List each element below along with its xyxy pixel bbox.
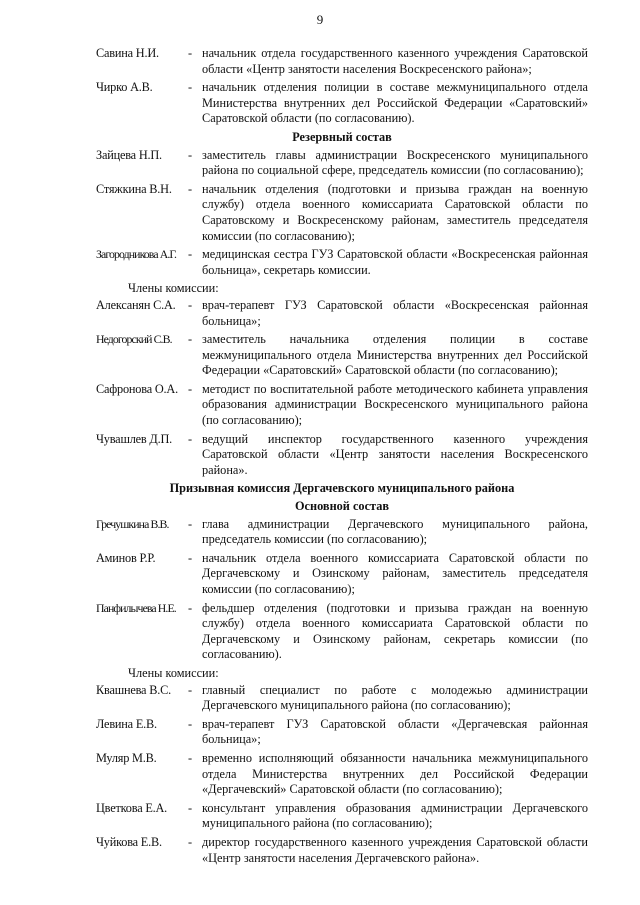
commission-member-entry [96,751,588,798]
dash-separator: - [188,800,193,815]
dash-separator: - [188,600,193,615]
member-role: главный специалист по работе с молодежью администрации Дергачевского муниципального района (по согласованию); [202,682,588,713]
member-name: Левина Е.В. [96,716,157,731]
section-heading: Резервный состав [292,129,392,144]
commission-member-entry [96,382,588,429]
dash-separator: - [188,750,193,765]
member-name: Стяжкина В.Н. [96,181,172,196]
commission-member-entry [96,247,588,278]
commission-member-entry [96,46,588,77]
dash-separator: - [188,247,193,262]
dash-separator: - [188,431,193,446]
member-name: Панфилычева Н.Е. [96,600,176,615]
dash-separator: - [188,46,193,60]
member-name: Чувашлев Д.П. [96,431,173,446]
member-name: Гречушкина В.В. [96,516,169,531]
dash-separator: - [188,332,193,347]
member-role: временно исполняющий обязанности начальника межмуниципального отдела Министерства внутренних дел Российской Федерации «Дергачевский» Саратовской области (по согласованию); [202,750,588,797]
member-role: заместитель главы администрации Воскресенского муниципального района по социальной сфере, председатель комиссии (по согласованию); [202,147,588,178]
commission-member-entry [96,332,588,379]
dash-separator: - [188,716,193,731]
member-role: начальник отделения (подготовки и призыва граждан на военную службу) отдела военного комиссариата Саратовской области по Саратовскому и Воскресенскому районам, заместитель председателя комиссии (по согласованию); [202,181,588,243]
member-role: фельдшер отделения (подготовки и призыва граждан на военную службу) отдела военного комиссариата Саратовской области по Дергачевскому и Озинскому районам, секретарь комиссии (по согласованию). [202,600,588,662]
member-role: консультант управления образования администрации Дергачевского муниципального района (по согласованию); [202,800,588,831]
dash-separator: - [188,516,193,531]
members-label: Члены комиссии: [128,665,219,680]
member-name: Чирко А.В. [96,80,153,95]
dash-separator: - [188,381,193,396]
member-role: начальник отделения полиции в составе межмуниципального отдела Министерства внутренних дел Российской Федерации «Саратовский» Саратовской области (по согласованию). [202,80,588,126]
member-role: ведущий инспектор государственного казенного учреждения Саратовской области «Центр занятости населения Воскресенского района». [202,431,588,477]
member-role: врач-терапевт ГУЗ Саратовской области «Воскресенская районная больница»; [202,297,588,328]
dash-separator: - [188,80,193,95]
section-heading: Основной состав [294,499,390,514]
member-name: Недогорский С.В. [96,332,172,347]
dash-separator: - [188,297,193,312]
member-name: Квашнева В.С. [96,682,171,697]
commission-member-entry [96,80,588,127]
dash-separator: - [188,181,193,196]
member-role: заместитель начальника отделения полиции в составе межмуниципального отдела Министерства внутренних дел Российской Федерации «Саратовский» Саратовской области (по согласованию); [202,332,588,378]
member-name: Аминов Р.Р. [96,550,156,565]
document-body [96,46,588,869]
member-name: Алексанян С.А. [96,297,176,312]
commission-member-entry [96,298,588,329]
member-role: глава администрации Дергачевского муниципального района, председатель комиссии (по согласованию); [202,516,588,547]
members-label: Члены комиссии: [128,281,219,296]
commission-member-entry [96,551,588,598]
member-name: Зайцева Н.П. [96,147,162,162]
member-role: медицинская сестра ГУЗ Саратовской области «Воскресенская районная больница», секретарь комиссии. [202,247,588,277]
member-name: Чуйкова Е.В. [96,834,162,849]
commission-member-entry [96,683,588,714]
commission-member-entry [96,517,588,548]
commission-member-entry [96,717,588,748]
member-role: врач-терапевт ГУЗ Саратовской области «Дергачевская районная больница»; [202,716,588,747]
member-role: начальник отдела военного комиссариата Саратовской области по Дергачевскому и Озинскому районам, заместитель председателя комиссии (по согласованию); [202,550,588,596]
dash-separator: - [188,682,193,697]
member-name: Муляр М.В. [96,750,157,765]
commission-member-entry [96,182,588,244]
member-role: начальник отдела государственного казенного учреждения Саратовской области «Центр занятости населения Воскресенского района»; [202,46,588,76]
commission-member-entry [96,835,588,866]
commission-member-entry [96,432,588,479]
dash-separator: - [188,550,193,565]
dash-separator: - [188,147,193,162]
member-name: Сафронова О.А. [96,381,178,396]
commission-member-entry [96,148,588,179]
commission-member-entry [96,601,588,663]
page-number: 9 [316,12,324,27]
member-role: директор государственного казенного учреждения Саратовской области «Центр занятости населения Дергачевского района». [202,834,588,865]
member-role: методист по воспитательной работе методического кабинета управления образования администрации Воскресенского муниципального района (по согласованию); [202,381,588,428]
member-name: Савина Н.И. [96,46,159,60]
commission-member-entry [96,801,588,832]
section-heading: Призывная комиссия Дергачевского муниципального района [169,481,515,496]
member-name: Загородникова А.Г. [96,247,177,262]
member-name: Цветкова Е.А. [96,800,168,815]
dash-separator: - [188,834,193,849]
